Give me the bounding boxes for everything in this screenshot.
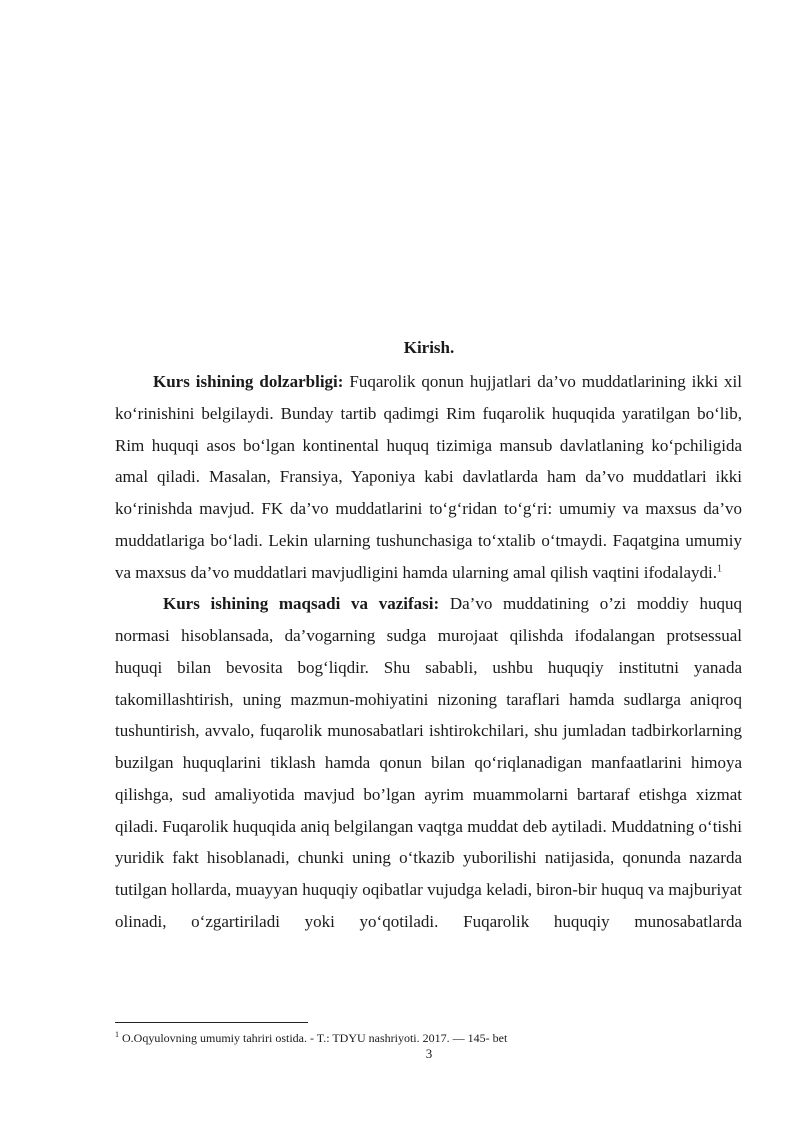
- section-heading: Kirish.: [403, 338, 455, 357]
- footnote-text: O.Oqyulovning umumiy tahriri ostida. - T.: TDYU nashriyoti. 2017. — 145- bet: [119, 1031, 508, 1045]
- footnote-number: 1: [115, 1030, 119, 1039]
- paragraph-text-purpose: Da’vo muddatining o’zi moddiy huquq normasi hisoblansada, da’vogarning sudga murojaat qilishda ifodalangan protsessual huquqi bilan bevosita bog‘liqdir. Shu sababli, ushbu huquqiy institutni yanada takomillashtirish, uning mazmun-mohiyatini nizoning taraflari hamda sudlarga aniqroq tushuntirish, avvalo, fuqarolik munosabatlari ishtirokchilari, shu jumladan tadbirkorlarning buzilgan huquqlarini tiklash hamda qonun bilan qo‘riqlanadigan manfaatlarini himoya qilishga, sud amaliyotida mavjud bo’lgan ayrim muammolarni bartaraf etishga xizmat qiladi. Fuqarolik huquqida aniq belgilangan vaqtga muddat deb aytiladi. Muddatning o‘tishi yuridik fakt hisoblanadi, chunki uning o‘tkazib yuborilishi natijasida, qonunda nazarda tutilgan hollarda, muayyan huquqiy oqibatlar vujudga keladi, biron-bir huquq va majburiyat olinadi, o‘zgartiriladi yoki yo‘qotiladi. Fuqarolik huquqiy munosabatlarda: [115, 594, 742, 931]
- paragraph-text-relevance: Fuqarolik qonun hujjatlari da’vo muddatlarining ikki xil ko‘rinishini belgilaydi. Bunday tartib qadimgi Rim fuqarolik huquqida yaratilgan bo‘lib, Rim huquqi asos bo‘lgan kontinental huquq tizimiga mansub davlatlaning ko‘pchiligida amal qiladi. Masalan, Fransiya, Yaponiya kabi davlatlarda ham da’vo muddatlari ikki ko‘rinishda mavjud. FK da’vo muddatlarini to‘g‘ridan to‘g‘ri: umumiy va maxsus da’vo muddatlariga bo‘ladi. Lekin ularning tushunchasiga to‘xtalib o‘tmaydi. Faqatgina umumiy va maxsus da’vo muddatlari mavjudligini hamda ularning amal qilish vaqtini ifodalaydi.: [115, 372, 742, 582]
- paragraph-relevance: [115, 366, 742, 588]
- footnote-separator: [115, 1022, 308, 1023]
- paragraph-label-purpose: Kurs ishining maqsadi va vazifasi:: [163, 594, 440, 614]
- paragraph-label-relevance: Kurs ishining dolzarbligi:: [153, 372, 344, 391]
- footnote-reference[interactable]: 1: [716, 562, 722, 574]
- page-number: 3: [425, 1046, 433, 1061]
- body-text: [115, 366, 742, 938]
- footnote: [115, 1031, 742, 1045]
- paragraph-purpose: [115, 588, 742, 937]
